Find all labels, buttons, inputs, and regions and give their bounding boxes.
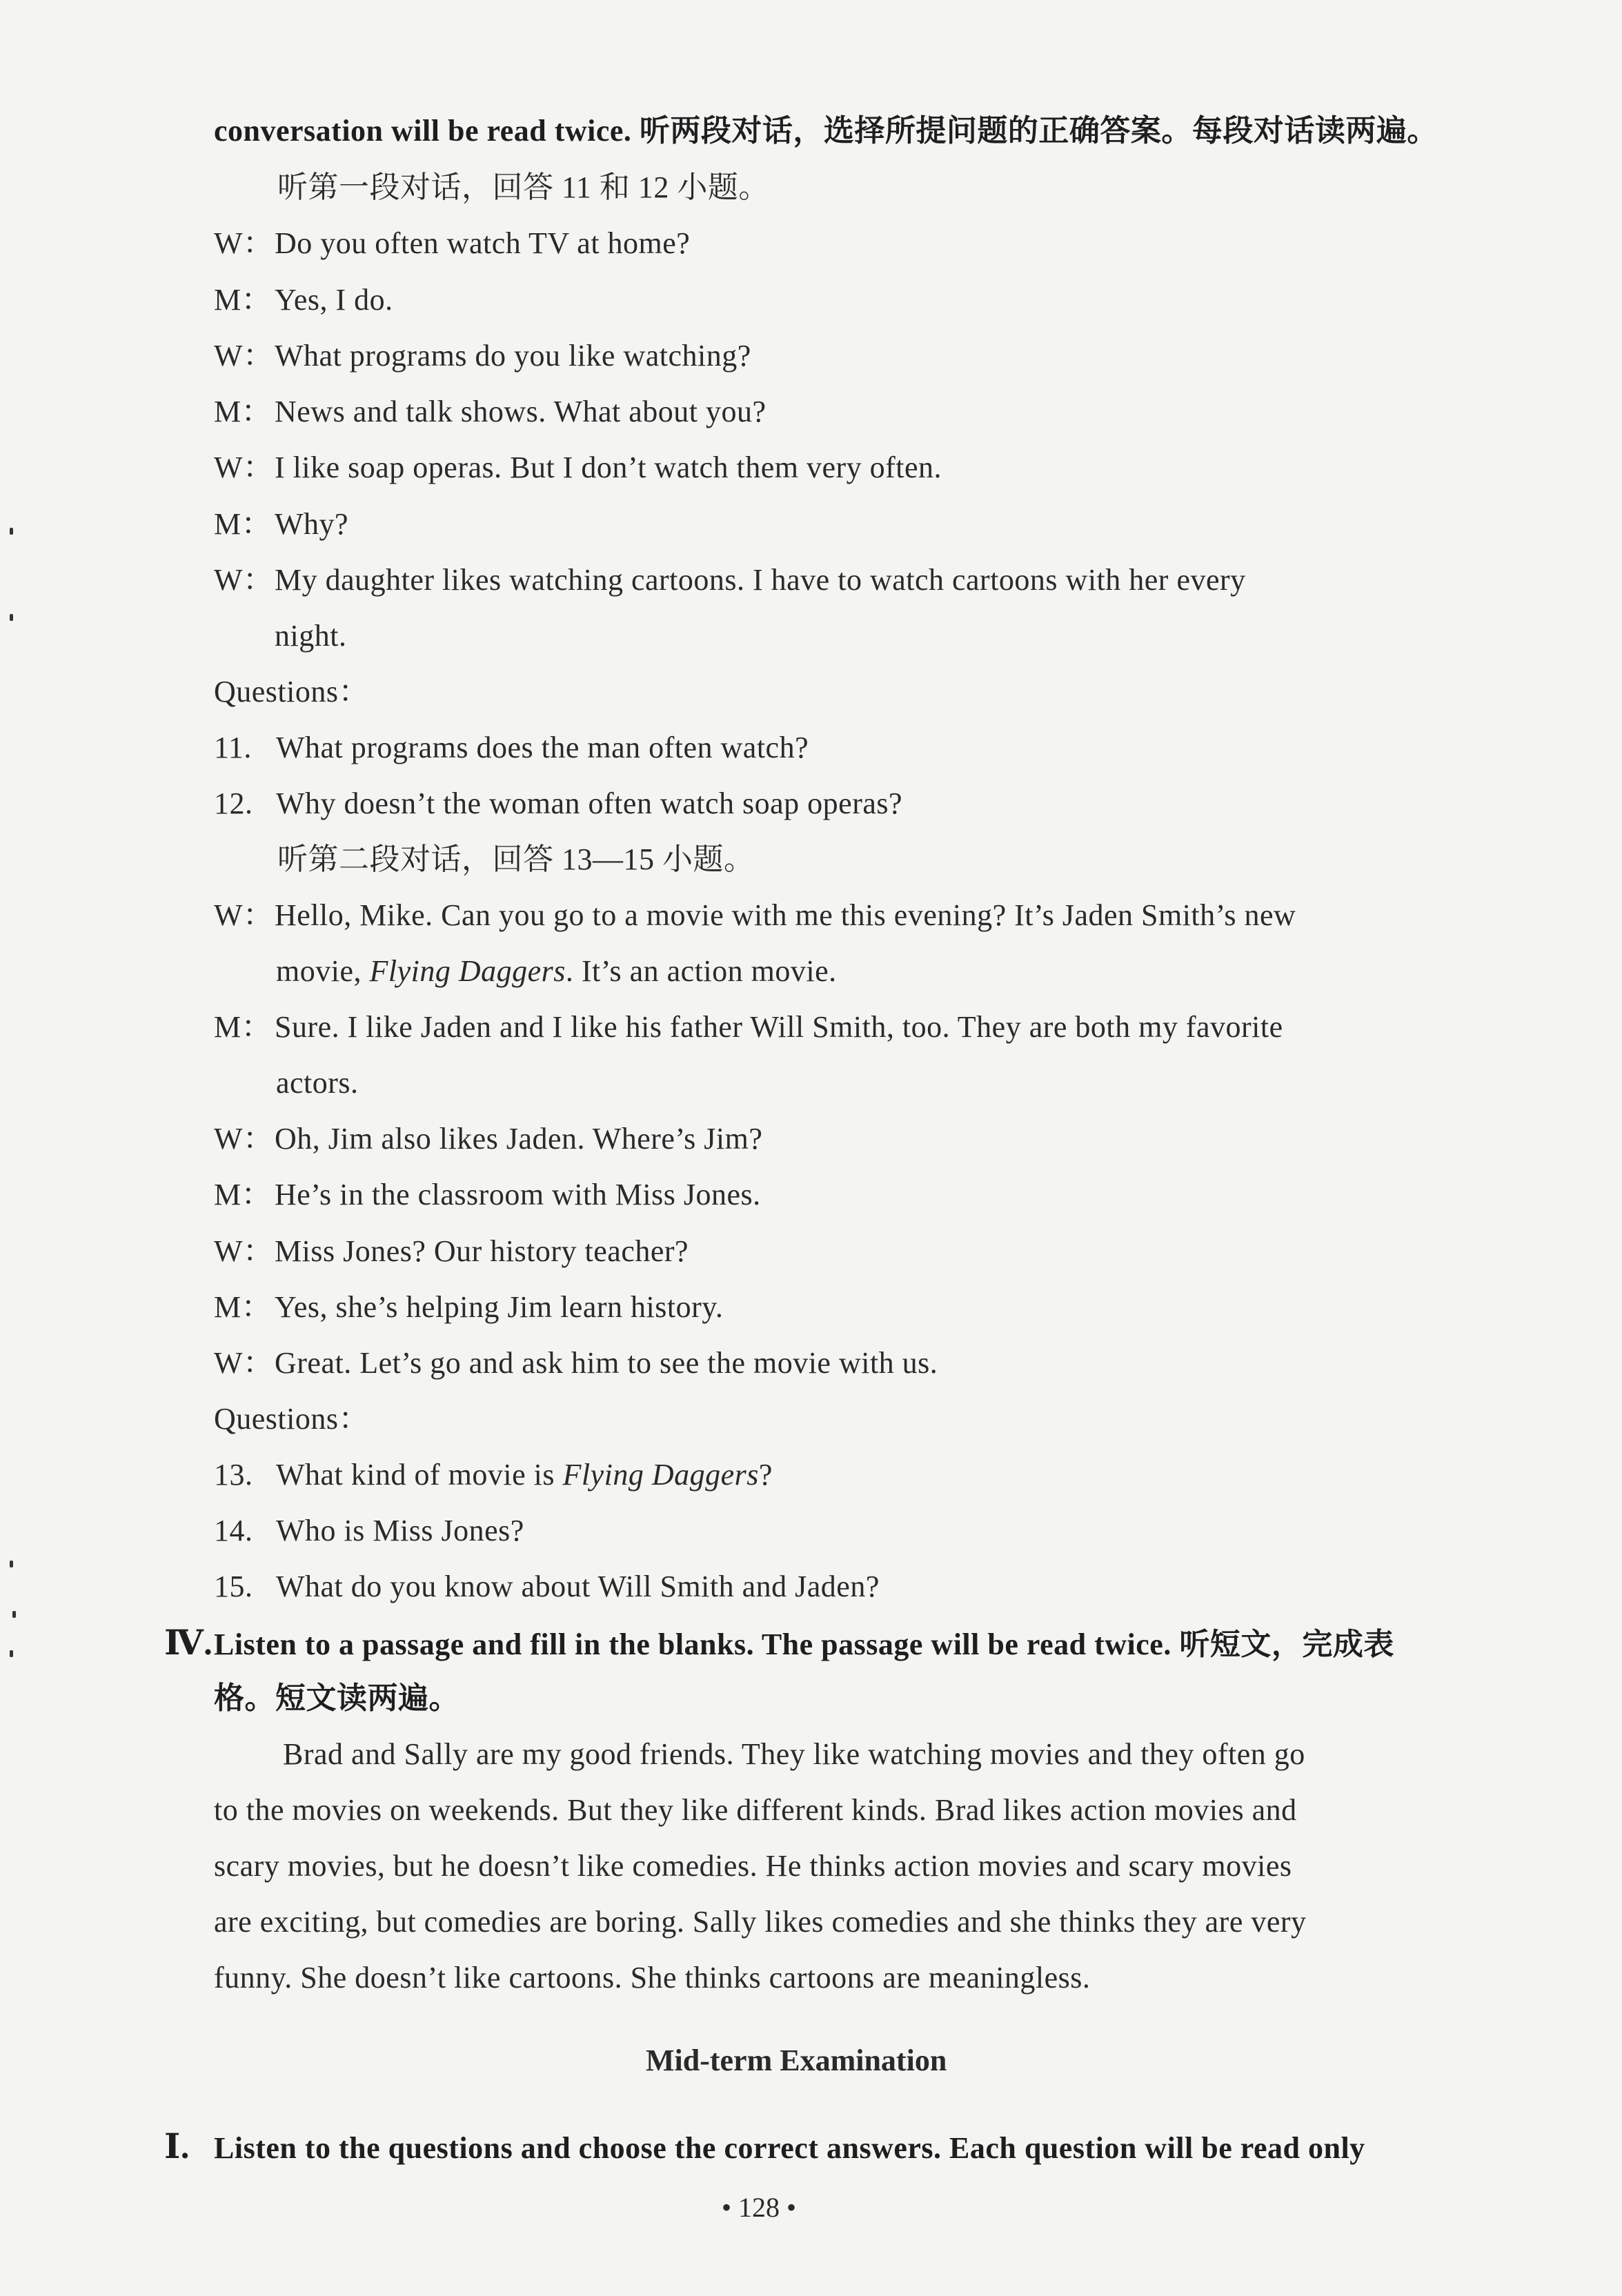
question [214,727,809,769]
utterance: What programs do you like watching? [275,339,751,373]
movie-title: Flying Daggers [369,954,566,988]
dialogue-continuation [276,951,837,992]
scan-mark [10,1650,13,1657]
instruction-text: Listen to a passage and fill in the blanks. The passage will be read twice. 听短文，完成表 [214,1627,1394,1661]
question-number: 15. [214,1570,253,1603]
question-number: 14. [214,1514,253,1547]
questions-label: Questions： [214,675,369,709]
speaker: M： [214,1010,273,1044]
dialogue-line [214,335,751,377]
utterance: I like soap operas. But I don’t watch them very often. [275,451,942,484]
speaker: M： [214,507,273,541]
question [214,1510,524,1552]
scan-mark [10,614,13,621]
question-number: 12. [214,786,253,820]
utterance: News and talk shows. What about you? [275,395,767,428]
continuation-text: movie, [276,954,370,988]
utterance: He’s in the classroom with Miss Jones. [275,1178,761,1211]
passage-line: funny. She doesn’t like cartoons. She thinks cartoons are meaningless. [214,1961,1091,1995]
passage-line: Brad and Sally are my good friends. They like watching movies and they often go [283,1737,1305,1771]
dialogue-line [214,895,1296,936]
speaker: W： [214,1234,274,1268]
dialogue-line [214,391,767,433]
utterance: Hello, Mike. Can you go to a movie with me this evening? It’s Jaden Smith’s new [275,898,1296,932]
speaker: W： [214,451,274,484]
page-number: • 128 • [722,2192,797,2223]
speaker: M： [214,1178,273,1211]
utterance: Yes, I do. [275,283,393,317]
question-text: What programs does the man often watch? [276,731,809,764]
dialogue-line [214,279,393,321]
question [214,1454,773,1496]
utterance: Why? [275,507,349,541]
utterance: Sure. I like Jaden and I like his father Will Smith, too. They are both my favorite [275,1010,1283,1044]
dialogue-continuation: actors. [276,1066,359,1100]
dialogue-line [214,1118,762,1160]
passage-line: are exciting, but comedies are boring. Sally likes comedies and she thinks they are very [214,1905,1307,1939]
midterm-instruction [164,2126,1365,2169]
speaker: W： [214,339,274,373]
passage-line: to the movies on weekends. But they like different kinds. Brad likes action movies and [214,1793,1297,1827]
instruction-text: Listen to the questions and choose the correct answers. Each question will be read only [214,2131,1365,2165]
scan-mark [10,528,13,535]
dialogue-continuation: night. [275,619,347,653]
speaker: W： [214,226,274,260]
exam-title: Mid-term Examination [646,2043,947,2077]
utterance: Great. Let’s go and ask him to see the movie with us. [275,1346,938,1380]
utterance: My daughter likes watching cartoons. I have to watch cartoons with her every [275,563,1246,597]
utterance: Yes, she’s helping Jim learn history. [275,1290,724,1324]
section-numeral: Ⅰ. [164,2127,190,2166]
dialogue-line [214,1007,1283,1048]
utterance: Miss Jones? Our history teacher? [275,1234,689,1268]
dialogue-line [214,447,942,488]
movie-title: Flying Daggers [562,1458,759,1492]
speaker: M： [214,1290,273,1324]
continuation-text: . It’s an action movie. [565,954,837,988]
question-text: ? [758,1458,773,1492]
section-numeral: Ⅳ. [164,1623,213,1662]
utterance: Oh, Jim also likes Jaden. Where’s Jim? [275,1122,763,1156]
speaker: W： [214,1122,274,1156]
dialogue1-heading: 听第一段对话，回答 11 和 12 小题。 [277,170,769,204]
dialogue2-heading: 听第二段对话，回答 13—15 小题。 [277,842,755,876]
question [214,783,902,824]
dialogue-line [214,223,690,264]
speaker: W： [214,898,274,932]
questions-label: Questions： [214,1402,369,1436]
scan-mark [12,1611,16,1618]
dialogue-line [214,1343,938,1384]
question-text: Who is Miss Jones? [276,1514,524,1547]
question [214,1566,880,1607]
dialogue-line [214,1174,761,1216]
question-number: 13. [214,1458,253,1492]
question-text: Why doesn’t the woman often watch soap operas? [276,786,903,820]
question-text: What kind of movie is [276,1458,563,1492]
section4-instruction [164,1622,1394,1665]
section4-instruction-cont: 格。短文读两遍。 [214,1681,459,1715]
speaker: W： [214,1346,274,1380]
question-text: What do you know about Will Smith and Jaden? [276,1570,880,1603]
section3-intro: conversation will be read twice. 听两段对话，选择所提问题的正确答案。每段对话读两遍。 [214,114,1438,148]
speaker: M： [214,395,273,428]
dialogue-line [214,560,1246,601]
speaker: M： [214,283,273,317]
utterance: Do you often watch TV at home? [275,226,691,260]
speaker: W： [214,563,274,597]
dialogue-line [214,1287,723,1328]
question-number: 11. [214,731,252,764]
passage-line: scary movies, but he doesn’t like comedies. He thinks action movies and scary movies [214,1849,1292,1883]
dialogue-line [214,504,348,545]
dialogue-line [214,1231,689,1272]
scan-mark [10,1561,13,1567]
